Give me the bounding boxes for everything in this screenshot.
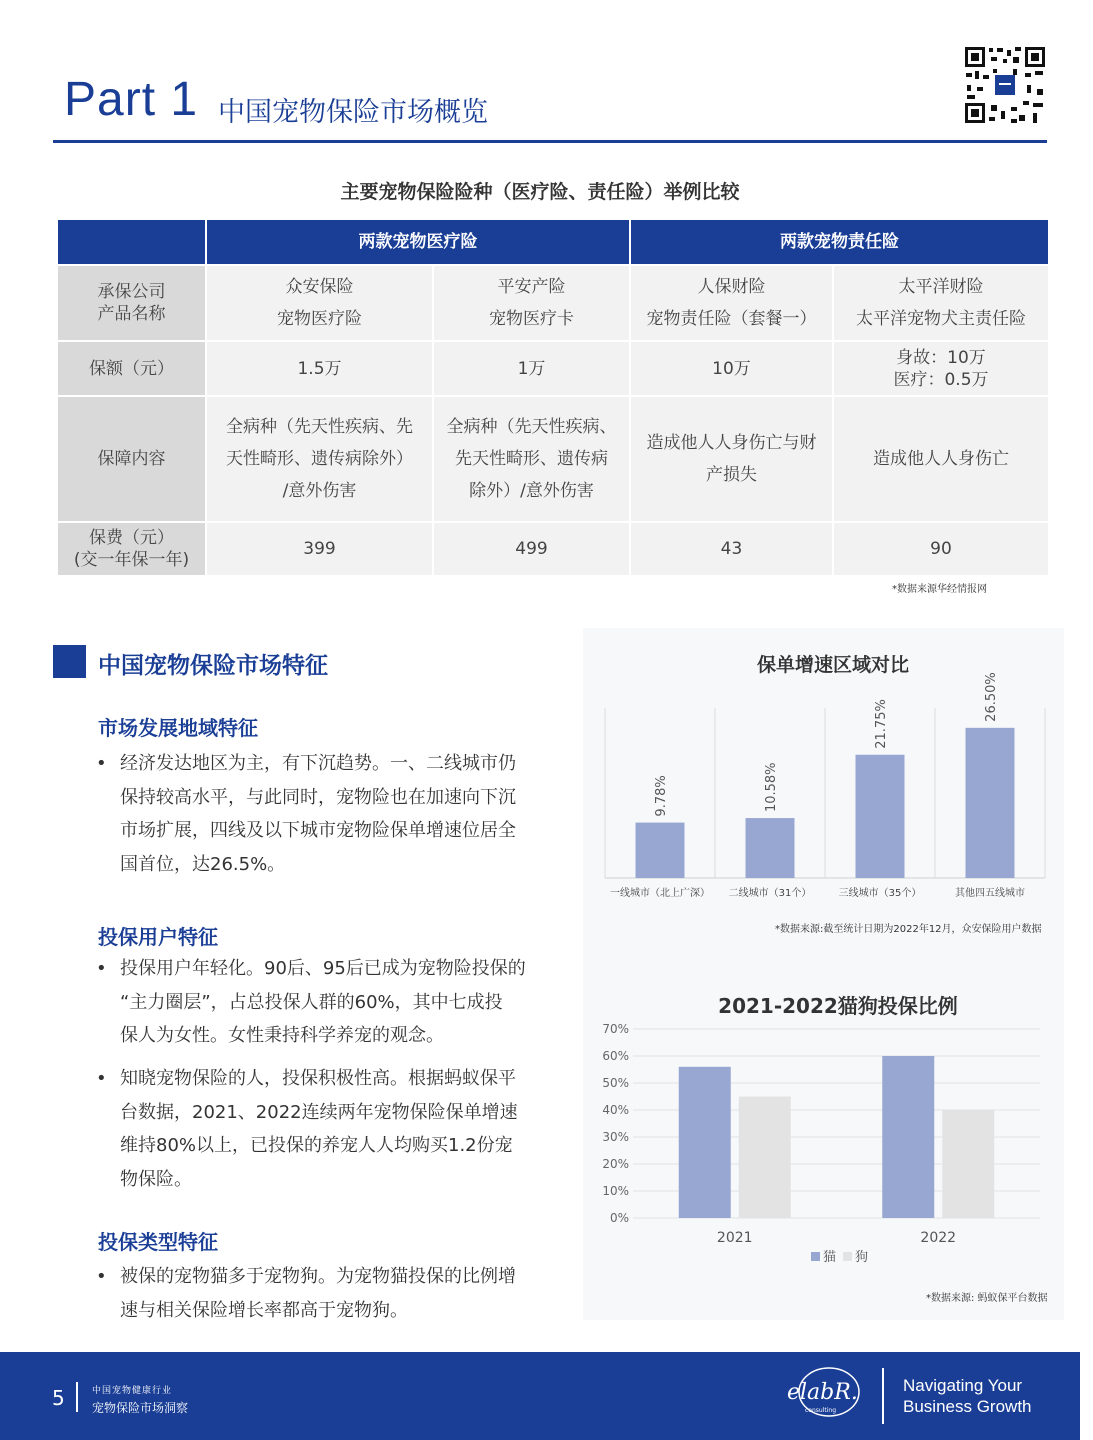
row-label-insurer: 承保公司 产品名称	[58, 266, 205, 340]
footer-report-series: 中国宠物健康行业	[92, 1386, 173, 1396]
table-cell: 90	[834, 523, 1048, 575]
bullet-users-aware: • 知晓宠物保险的人，投保积极性高。根据蚂蚁保平 台数据，2021、2022连续两年宠物保险保单增速 维持80%以上，已投保的养宠人人均购买1.2份宠 物保险。	[96, 1062, 570, 1196]
row-label-coverage-content: 保障内容	[58, 397, 205, 521]
bullet-dot: •	[96, 1266, 107, 1287]
bar	[636, 823, 685, 878]
table-cell: 10万	[631, 342, 832, 395]
data-label: 26.50%	[984, 672, 999, 722]
bar	[966, 728, 1015, 878]
table-cell: 399	[207, 523, 432, 575]
x-tick-label: 三线城市（35个）	[838, 888, 922, 899]
header-corner	[58, 220, 205, 264]
header-liability-insurance: 两款宠物责任险	[631, 220, 1048, 264]
row-label-coverage-amount: 保额（元）	[58, 342, 205, 395]
chart-region-growth	[595, 672, 1055, 905]
y-tick-label: 30%	[602, 1130, 629, 1144]
table-source-note: *数据来源华经情报网	[892, 584, 987, 595]
bullet-dot: •	[96, 1068, 107, 1089]
table-row	[58, 342, 1048, 395]
bar-cat	[882, 1056, 934, 1218]
part-number: Part 1	[64, 73, 199, 126]
comparison-table	[56, 218, 1050, 577]
footer-divider	[76, 1382, 78, 1412]
y-tick-label: 10%	[602, 1184, 629, 1198]
x-tick-label: 二线城市（31个）	[728, 888, 812, 899]
bullet-region: • 经济发达地区为主，有下沉趋势。一、二线城市仍 保持较高水平，与此同时，宠物险也在加速向下沉 市场扩展，四线及以下城市宠物险保单增速位居全 国首位，达26.5%。	[96, 747, 570, 881]
table-cell: 造成他人人身伤亡与财 产损失	[631, 397, 832, 521]
table-cell: 平安产险 宠物医疗卡	[434, 266, 629, 340]
table-cell: 1万	[434, 342, 629, 395]
x-tick-label: 2021	[716, 1230, 753, 1246]
footer-bar	[0, 1352, 1080, 1440]
x-tick-label: 其他四五线城市	[955, 888, 1025, 899]
tagline-line1: Navigating Your	[903, 1376, 1023, 1395]
section-marker	[53, 645, 86, 678]
chart-cat-dog-ratio	[595, 1015, 1050, 1275]
svg-text:consulting: consulting	[805, 1407, 836, 1414]
data-label: 21.75%	[874, 699, 889, 749]
subheading-users: 投保用户特征	[98, 925, 218, 949]
table-cell: 造成他人人身伤亡	[834, 397, 1048, 521]
footer-report-title: 宠物保险市场洞察	[92, 1401, 189, 1415]
table-cell: 人保财险 宠物责任险（套餐一）	[631, 266, 832, 340]
legend-swatch	[811, 1252, 820, 1261]
table-cell: 身故：10万 医疗：0.5万	[834, 342, 1048, 395]
bullet-type: • 被保的宠物猫多于宠物狗。为宠物猫投保的比例增 速与相关保险增长率都高于宠物狗。	[96, 1260, 570, 1327]
header-medical-insurance: 两款宠物医疗险	[207, 220, 629, 264]
table-cell: 全病种（先天性疾病、 先天性畸形、遗传病 除外）/意外伤害	[434, 397, 629, 521]
row-label-premium: 保费（元） (交一年保一年)	[58, 523, 205, 575]
data-label: 9.78%	[654, 775, 669, 817]
table-row	[58, 266, 1048, 340]
page-number: 5	[52, 1386, 65, 1410]
table-header-row	[58, 220, 1048, 264]
legend-label: 猫	[823, 1250, 837, 1265]
y-tick-label: 40%	[602, 1103, 629, 1117]
chart2-title: 2021-2022猫狗投保比例	[718, 994, 958, 1018]
y-tick-label: 70%	[602, 1022, 629, 1036]
table-cell: 1.5万	[207, 342, 432, 395]
bullet-dot: •	[96, 753, 107, 774]
svg-text:elabR.: elabR.	[787, 1380, 858, 1405]
elabr-logo	[783, 1366, 863, 1422]
footer-logo-divider	[882, 1368, 884, 1424]
qr-code-icon	[963, 45, 1047, 125]
table-row	[58, 523, 1048, 575]
y-tick-label: 60%	[602, 1049, 629, 1063]
legend-swatch	[843, 1252, 852, 1261]
chart1-title: 保单增速区域对比	[756, 654, 909, 676]
page-title: 中国宠物保险市场概览	[218, 97, 488, 128]
chart1-source-note: *数据来源:截至统计日期为2022年12月，众安保险用户数据	[775, 924, 1042, 935]
x-tick-label: 2022	[920, 1230, 957, 1246]
table-cell: 全病种（先天性疾病、先 天性畸形、遗传病除外） /意外伤害	[207, 397, 432, 521]
bar	[746, 818, 795, 878]
table-cell: 499	[434, 523, 629, 575]
chart2-source-note: *数据来源: 蚂蚁保平台数据	[926, 1293, 1048, 1304]
y-tick-label: 20%	[602, 1157, 629, 1171]
header-divider	[53, 140, 1047, 143]
table-cell: 43	[631, 523, 832, 575]
table-title: 主要宠物保险险种（医疗险、责任险）举例比较	[340, 181, 740, 203]
y-tick-label: 0%	[609, 1211, 629, 1225]
bar-dog	[739, 1097, 791, 1219]
bar-dog	[942, 1110, 994, 1218]
subheading-type: 投保类型特征	[98, 1230, 218, 1254]
subheading-region: 市场发展地域特征	[98, 716, 258, 740]
y-tick-label: 50%	[602, 1076, 629, 1090]
data-label: 10.58%	[764, 762, 779, 813]
bar	[856, 755, 905, 878]
legend-label: 狗	[855, 1250, 869, 1265]
bullet-users-young: • 投保用户年轻化。90后、95后已成为宠物险投保的 “主力圈层”，占总投保人群的60%，其中七成投 保人为女性。女性秉持科学养宠的观念。	[96, 952, 570, 1053]
section-title: 中国宠物保险市场特征	[98, 653, 328, 679]
table-row	[58, 397, 1048, 521]
tagline-line2: Business Growth	[903, 1397, 1032, 1416]
table-cell: 众安保险 宠物医疗险	[207, 266, 432, 340]
table-cell: 太平洋财险 太平洋宠物犬主责任险	[834, 266, 1048, 340]
x-tick-label: 一线城市（北上广深）	[610, 888, 710, 899]
bar-cat	[679, 1067, 731, 1218]
bullet-dot: •	[96, 958, 107, 979]
